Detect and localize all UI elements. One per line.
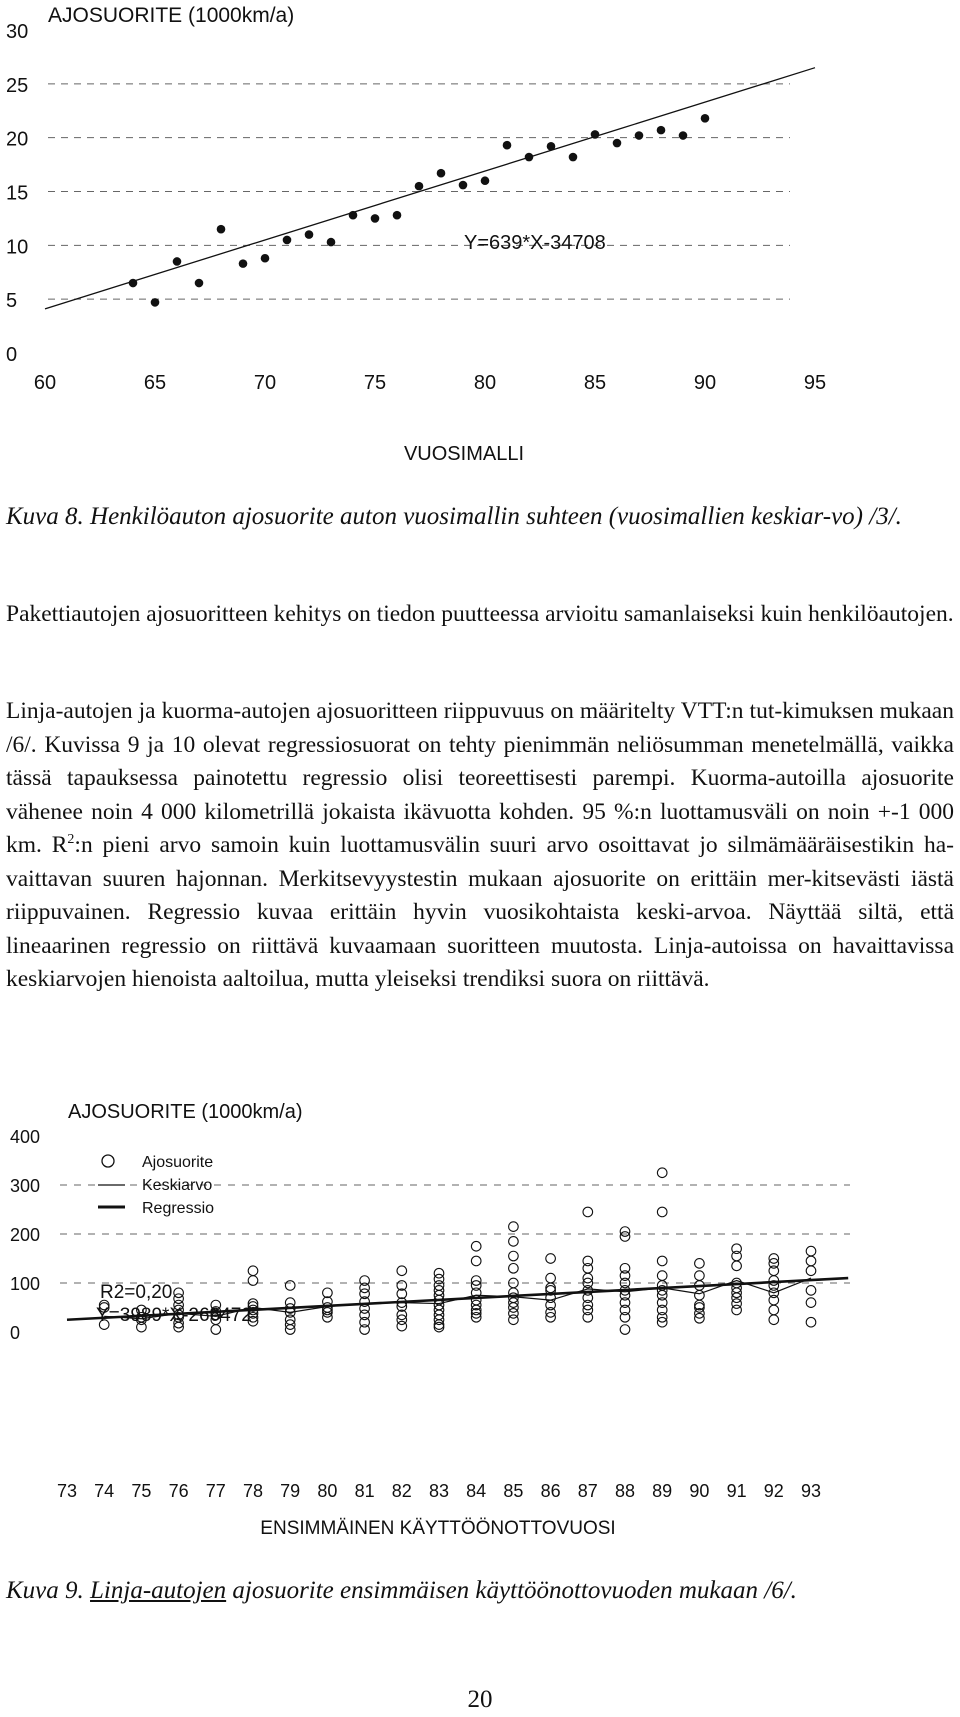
x-tick-label: 80	[473, 372, 497, 394]
data-point	[546, 1283, 556, 1293]
data-point	[583, 1313, 593, 1323]
data-point	[285, 1281, 295, 1291]
chart-ajosuorite-vuosimalli	[0, 0, 960, 490]
data-point	[371, 214, 380, 223]
x-tick-label: 75	[363, 372, 387, 394]
legend-circle-marker	[102, 1155, 114, 1167]
data-point	[360, 1325, 370, 1335]
y-tick-label: 10	[6, 236, 29, 259]
data-point	[261, 254, 270, 263]
data-point	[679, 131, 688, 140]
data-point	[695, 1303, 705, 1313]
data-point	[471, 1256, 481, 1266]
data-point	[509, 1315, 519, 1325]
data-point	[546, 1273, 556, 1283]
x-tick-label: 88	[614, 1481, 636, 1501]
data-point	[305, 230, 314, 239]
data-point	[769, 1266, 779, 1276]
x-tick-label: 79	[280, 1481, 301, 1501]
x-tick-label: 90	[689, 1481, 710, 1501]
chart1-title: AJOSUORITE (1000km/a)	[48, 4, 295, 27]
data-point	[806, 1266, 816, 1276]
data-point	[285, 1298, 295, 1308]
x-tick-label: 81	[354, 1481, 375, 1501]
data-point	[583, 1264, 593, 1274]
page-number: 20	[467, 1686, 493, 1713]
x-tick-label: 91	[726, 1481, 747, 1501]
x-tick-label: 93	[800, 1481, 822, 1501]
paragraph-text-part2: :n pieni arvo samoin kuin luottamusvälin suuri arvo osoittavat jo silmämääräisestikin ha-vaittavan suuren hajonnan. Merkitsevyystestin mukaan ajosuorite on erittäin mer-kitsevästi iästä riippuvainen. Regressio kuvaa erittäin hyvin vuosikohtaista keski-arvoa. Näyttää siltä, että lineaarinen regressio on riittävä kuvaamaan suoritteen muutosta. Linja-autoissa on havaittavissa keskiarvojen hienoista aaltoilua, mutta yleiseksi trendiksi suora on riittävä.	[6, 832, 954, 992]
data-point	[695, 1290, 705, 1300]
data-point	[657, 1271, 667, 1281]
y-tick-label: 20	[6, 128, 29, 151]
data-point	[635, 131, 644, 140]
x-tick-label: 90	[693, 372, 717, 394]
x-tick-label: 73	[56, 1481, 78, 1501]
x-tick-label: 75	[131, 1481, 152, 1501]
data-point	[657, 1168, 667, 1178]
x-tick-label: 87	[577, 1481, 598, 1501]
y-tick-label: 300	[10, 1176, 41, 1196]
data-point	[248, 1276, 258, 1286]
data-point	[769, 1295, 779, 1305]
data-point	[620, 1325, 630, 1335]
data-point	[769, 1305, 779, 1315]
data-point	[434, 1268, 444, 1278]
data-point	[323, 1288, 333, 1298]
paragraph-text-part1: Linja-autojen ja kuorma-autojen ajosuoritteen riippuvuus on määritelty VTT:n tut-kimuksen mukaan /6/. Kuvissa 9 ja 10 olevat regressiosuorat on tehty pienimmän neliösumman menetelmällä, vaikka tässä tapauksessa painotettu regressio olisi teoreettisesti parempi. Kuorma-autoilla ajosuorite vähenee noin 4 000 kilometrillä jokaista ikävuotta kohden. 95 %:n luottamusväli on noin +-1 000 km. R	[6, 698, 954, 858]
y-tick-label: 15	[6, 182, 29, 205]
x-tick-label: 86	[540, 1481, 561, 1501]
data-point	[327, 238, 336, 247]
legend-keskiarvo: Keskiarvo	[142, 1177, 213, 1194]
data-point	[239, 259, 248, 268]
data-point	[657, 1207, 667, 1217]
x-tick-label: 77	[205, 1481, 226, 1501]
legend-ajosuorite: Ajosuorite	[142, 1154, 214, 1171]
paragraph-superscript: 2	[67, 832, 75, 848]
data-point	[248, 1266, 258, 1276]
data-point	[701, 114, 710, 123]
data-point	[481, 176, 490, 185]
x-tick-label: 84	[466, 1481, 487, 1501]
data-point	[195, 279, 204, 288]
data-point	[657, 1256, 667, 1266]
data-point	[415, 182, 424, 191]
data-point	[217, 225, 226, 234]
data-point	[509, 1251, 519, 1261]
x-tick-label: 60	[33, 372, 57, 394]
data-point	[509, 1237, 519, 1247]
chart2-legend	[98, 1154, 214, 1217]
chart2-title: AJOSUORITE (1000km/a)	[68, 1101, 303, 1123]
data-point	[569, 153, 578, 162]
data-point	[769, 1315, 779, 1325]
data-point	[806, 1298, 816, 1308]
data-point	[397, 1266, 407, 1276]
x-tick-label: 85	[583, 372, 607, 394]
data-point	[173, 257, 182, 266]
paragraph-linja-kuorma-autot	[6, 695, 954, 997]
data-point	[806, 1256, 816, 1266]
chart1-regression-equation: Y=639*X-34708	[464, 232, 606, 254]
figure-caption-8: Kuva 8. Henkilöauton ajosuorite auton vuosimallin suhteen (vuosimallien keskiar-vo) /3/.	[6, 503, 902, 530]
paragraph-pakettiautot: Pakettiautojen ajosuoritteen kehitys on tiedon puutteessa arvioitu samanlaiseksi kuin henkilöautojen.	[6, 601, 954, 627]
data-point	[503, 141, 512, 150]
x-tick-label: 74	[94, 1481, 115, 1501]
data-point	[695, 1271, 705, 1281]
caption9-rest: ajosuorite ensimmäisen käyttöönottovuoden mukaan /6/.	[226, 1577, 797, 1604]
data-point	[151, 298, 160, 307]
data-point	[806, 1286, 816, 1296]
x-tick-label: 76	[168, 1481, 189, 1501]
data-point	[471, 1241, 481, 1251]
x-tick-label: 82	[391, 1481, 412, 1501]
x-tick-label: 80	[317, 1481, 338, 1501]
y-tick-label: 200	[10, 1225, 41, 1245]
data-point	[397, 1321, 407, 1331]
data-point	[732, 1251, 742, 1261]
chart2-regression-equation: Y=3989*X-266472	[96, 1305, 252, 1326]
data-point	[509, 1264, 519, 1274]
y-tick-label: 0	[10, 1323, 21, 1343]
y-tick-label: 400	[10, 1127, 41, 1147]
x-tick-label: 92	[763, 1481, 784, 1501]
data-point	[657, 126, 666, 135]
data-point	[806, 1246, 816, 1256]
figure-caption-9	[6, 1574, 946, 1607]
data-point	[546, 1254, 556, 1264]
data-point	[360, 1283, 370, 1293]
caption9-prefix: Kuva 9.	[6, 1577, 91, 1604]
data-point	[806, 1317, 816, 1327]
x-tick-label: 95	[803, 372, 827, 394]
data-point	[732, 1261, 742, 1271]
data-point	[434, 1322, 444, 1332]
data-point	[583, 1207, 593, 1217]
chart2-r-squared: R2=0,20	[100, 1282, 173, 1303]
chart2-x-axis-label: ENSIMMÄINEN KÄYTTÖÖNOTTOVUOSI	[260, 1518, 616, 1539]
x-tick-label: 65	[143, 372, 167, 394]
legend-regressio: Regressio	[142, 1200, 215, 1217]
data-point	[437, 169, 446, 178]
y-tick-label: 0	[6, 344, 18, 366]
y-tick-label: 100	[10, 1274, 41, 1294]
x-tick-label: 70	[253, 372, 277, 394]
caption9-underlined: Linja-autojen	[90, 1577, 227, 1604]
data-point	[459, 181, 468, 190]
y-tick-label: 25	[6, 74, 29, 97]
data-point	[393, 211, 402, 220]
data-point	[509, 1222, 519, 1232]
x-tick-label: 78	[242, 1481, 264, 1501]
data-point	[613, 139, 622, 148]
data-point	[211, 1325, 221, 1335]
data-point	[620, 1313, 630, 1323]
chart1-x-axis-label: VUOSIMALLI	[403, 443, 525, 465]
data-point	[283, 236, 292, 245]
y-tick-label: 30	[6, 21, 29, 43]
x-tick-label: 89	[652, 1481, 673, 1501]
data-point	[695, 1259, 705, 1269]
x-tick-label: 85	[503, 1481, 524, 1501]
data-point	[174, 1288, 184, 1298]
data-point	[732, 1305, 742, 1315]
chart-linja-autot-kayttoonottovuosi	[0, 1085, 960, 1555]
x-tick-label: 83	[428, 1481, 450, 1501]
y-tick-label: 5	[6, 290, 18, 313]
regression-line	[45, 68, 815, 309]
